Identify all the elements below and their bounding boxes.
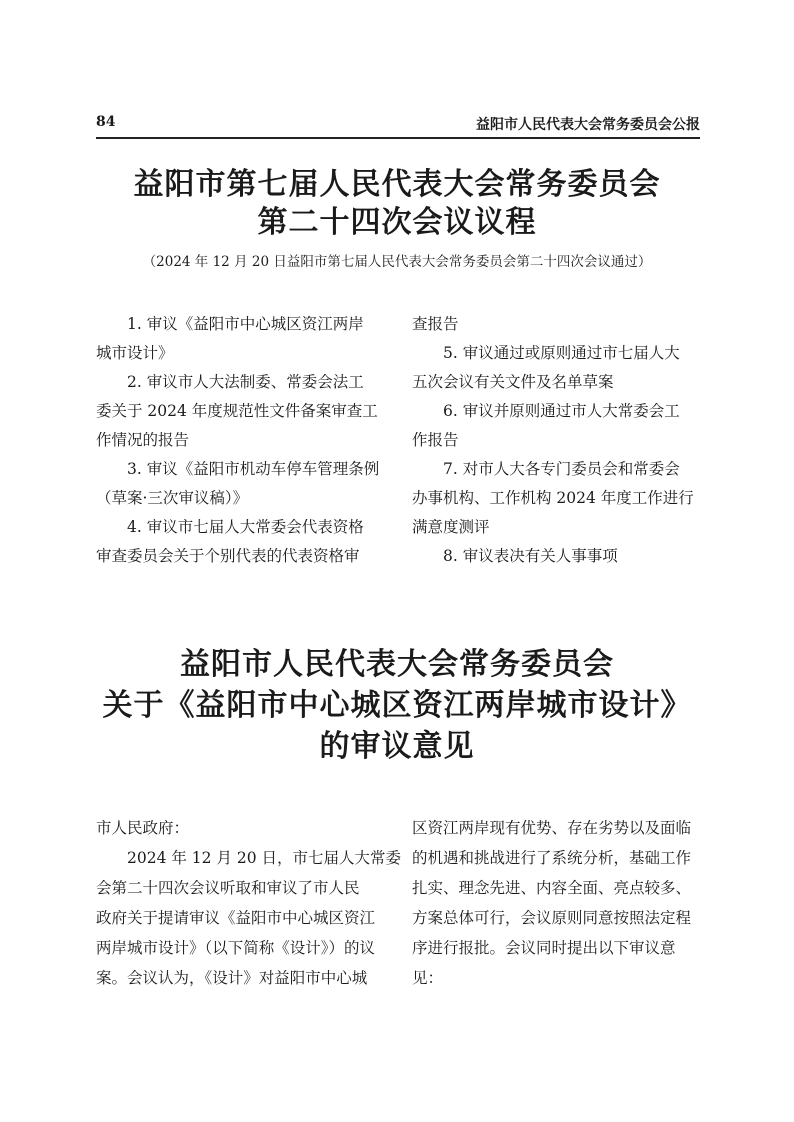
agenda-left-column [96,310,386,571]
page-header [96,114,700,136]
agenda-line: 6. 审议并原则通过市人大常委会工 [443,402,680,420]
agenda-line: 3. 审议《益阳市机动车停车管理条例 [127,460,380,478]
agenda-line: 1. 审议《益阳市中心城区资江两岸 [127,315,364,333]
agenda-line: 满意度测评 [412,518,490,536]
agenda-line: 8. 审议表决有关人事事项 [443,547,618,565]
opinion-line: 见： [412,969,444,987]
opinion-line: 市人民政府： [96,819,190,837]
publication-name: 益阳市人民代表大会常务委员会公报 [476,117,700,133]
agenda-line: （草案·三次审议稿）》 [96,489,249,507]
agenda-line: 委关于 2024 年度规范性文件备案审查工 [96,402,378,420]
opinion-line: 序进行报批。会议同时提出以下审议意 [412,939,676,957]
agenda-title-line-1: 益阳市第七届人民代表大会常务委员会 [133,167,661,202]
opinion-line: 会第二十四次会议听取和审议了市人民 [96,879,360,897]
opinion-line: 2024 年 12 月 20 日，市七届人大常委 [127,849,402,867]
agenda-line: 查报告 [412,315,459,333]
opinion-left-column [96,813,402,993]
agenda-title-line-2: 第二十四次会议议程 [257,205,537,240]
opinion-line: 扎实、理念先进、内容全面、亮点较多、 [412,879,692,897]
opinion-line: 区资江两岸现有优势、存在劣势以及面临 [412,819,692,837]
agenda-line: 7. 对市人大各专门委员会和常委会 [443,460,680,478]
opinion-title [40,644,754,767]
opinion-line: 政府关于提请审议《益阳市中心城区资江 [96,909,376,927]
agenda-line: 5. 审议通过或原则通过市七届人大 [443,344,680,362]
agenda-line: 五次会议有关文件及名单草案 [412,373,614,391]
agenda-right-column [412,310,702,571]
agenda-title [60,166,734,242]
opinion-title-line-2: 关于《益阳市中心城区资江两岸城市设计》 [102,688,692,723]
opinion-line: 案。会议认为，《设计》对益阳市中心城 [96,969,368,987]
agenda-line: 作情况的报告 [96,431,190,449]
opinion-line: 两岸城市设计》（以下简称《设计》）的议 [96,939,376,957]
agenda-line: 审查委员会关于个别代表的代表资格审 [96,547,360,565]
agenda-subtitle: （2024 年 12 月 20 日益阳市第七届人民代表大会常务委员会第二十四次会议通过） [142,254,652,270]
agenda-line: 城市设计》 [96,344,174,362]
opinion-title-line-3: 的审议意见 [319,729,475,764]
opinion-line: 方案总体可行，会议原则同意按照法定程 [412,909,692,927]
page-number: 84 [96,114,116,130]
opinion-line: 的机遇和挑战进行了系统分析，基础工作 [412,849,692,867]
agenda-line: 4. 审议市七届人大常委会代表资格 [127,518,364,536]
opinion-right-column [412,813,702,993]
header-rule [96,137,700,139]
agenda-line: 办事机构、工作机构 2024 年度工作进行 [412,489,694,507]
agenda-line: 作报告 [412,431,459,449]
opinion-title-line-1: 益阳市人民代表大会常务委员会 [180,647,614,682]
agenda-line: 2. 审议市人大法制委、常委会法工 [127,373,364,391]
